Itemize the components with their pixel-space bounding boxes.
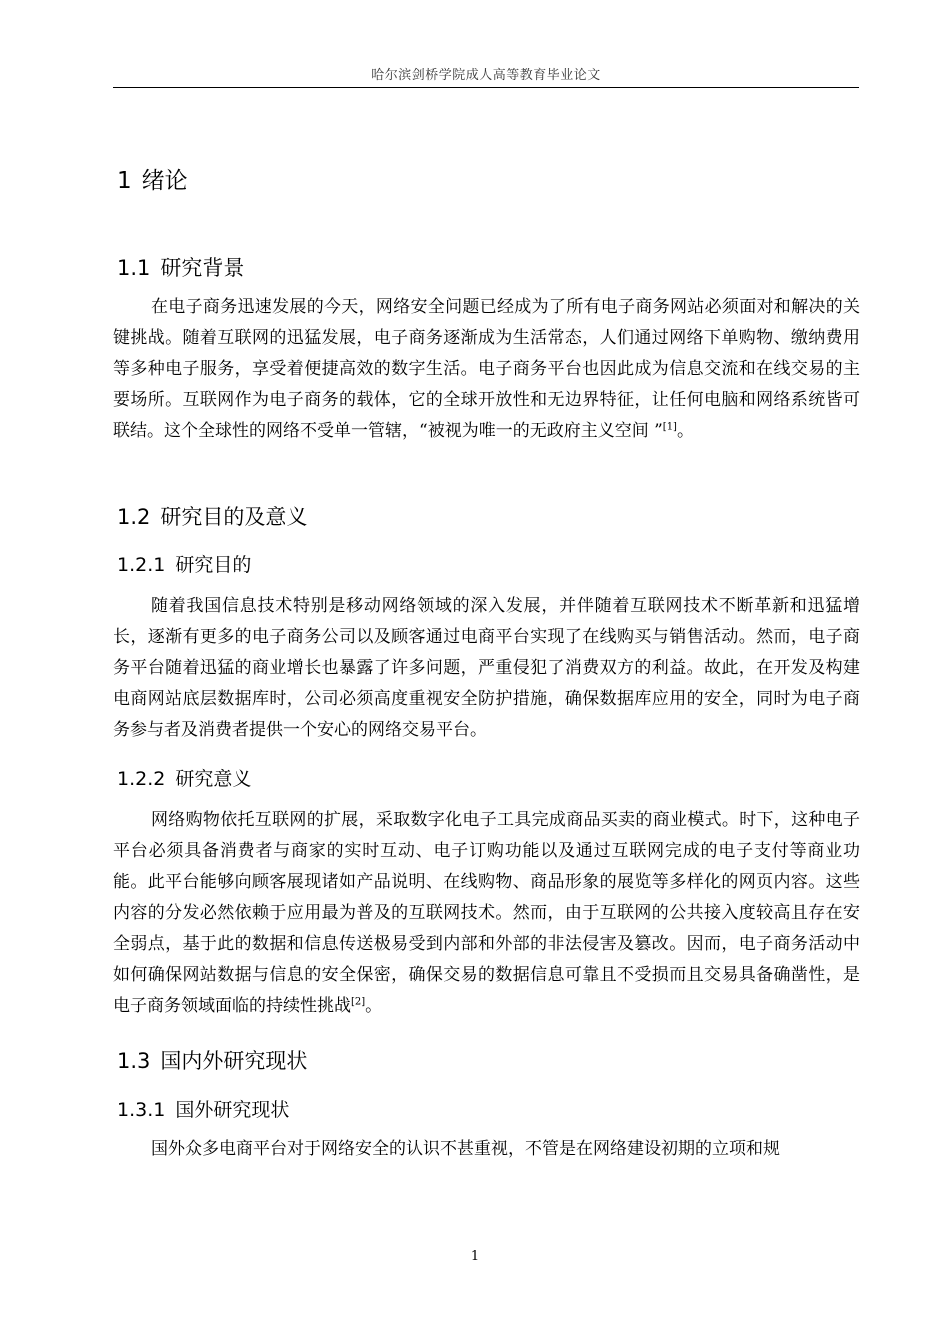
citation-2: [2] (351, 996, 366, 1008)
section-1-2-heading (117, 501, 307, 531)
section-1-2-1-heading (117, 550, 251, 577)
paragraph-text: 在电子商务迅速发展的今天，网络安全问题已经成为了所有电子商务网站必须面对和解决的关键挑战。随着互联网的迅猛发展，电子商务逐渐成为生活常态，人们通过网络下单购物、缴纳费用等多种电子服务，享受着便捷高效的数字生活。电子商务平台也因此成为信息交流和在线交易的主要场所。互联网作为电子商务的载体，它的全球开放性和无边界特征，让任何电脑和网络系统皆可联结。这个全球性的网络不受单一管辖，“被视为唯一的无政府主义空间 ” (113, 297, 860, 441)
paragraph-foreign-research (113, 1134, 860, 1165)
paragraph-end: 。 (365, 996, 383, 1016)
paragraph-text: 国外众多电商平台对于网络安全的认识不甚重视，不管是在网络建设初期的立项和规 (151, 1139, 780, 1159)
section-title: 研究目的 (175, 554, 252, 576)
paragraph-end: 。 (676, 421, 694, 441)
section-number: 1.2 (117, 505, 151, 529)
section-title: 国外研究现状 (175, 1099, 290, 1121)
section-number: 1.3.1 (117, 1099, 166, 1121)
section-number: 1.2.2 (117, 768, 166, 790)
citation-1: [1] (662, 421, 677, 433)
section-1-3-heading (117, 1045, 307, 1075)
section-1-1-heading (117, 252, 244, 282)
section-title: 研究目的及意义 (160, 505, 308, 529)
paragraph-research-background (113, 292, 860, 447)
section-number: 1.1 (117, 256, 151, 280)
page-number: 1 (470, 1249, 480, 1264)
section-title: 研究意义 (175, 768, 252, 790)
section-number: 1.2.1 (117, 554, 166, 576)
header-divider (113, 87, 859, 88)
section-1-2-2-heading (117, 764, 251, 791)
paragraph-text: 网络购物依托互联网的扩展，采取数字化电子工具完成商品买卖的商业模式。时下，这种电子平台必须具备消费者与商家的实时互动、电子订购功能以及通过互联网完成的电子支付等商业功能。此平台能够向顾客展现诸如产品说明、在线购物、商品形象的展览等多样化的网页内容。这些内容的分发必然依赖于应用最为普及的互联网技术。然而，由于互联网的公共接入度较高且存在安全弱点，基于此的数据和信息传送极易受到内部和外部的非法侵害及篡改。因而，电子商务活动中如何确保网站数据与信息的安全保密，确保交易的数据信息可靠且不受损而且交易具备确凿性，是电子商务领域面临的持续性挑战 (113, 810, 860, 1016)
section-title: 国内外研究现状 (160, 1049, 308, 1073)
chapter-number: 1 (117, 168, 132, 194)
chapter-title: 绪论 (141, 168, 188, 194)
page-header: 哈尔滨剑桥学院成人高等教育毕业论文 (371, 68, 601, 83)
section-1-3-1-heading (117, 1095, 289, 1122)
section-title: 研究背景 (160, 256, 245, 280)
chapter-heading (117, 162, 188, 195)
paragraph-research-purpose (113, 591, 860, 746)
section-number: 1.3 (117, 1049, 151, 1073)
paragraph-research-significance (113, 805, 860, 1022)
paragraph-text: 随着我国信息技术特别是移动网络领域的深入发展，并伴随着互联网技术不断革新和迅猛增长，逐渐有更多的电子商务公司以及顾客通过电商平台实现了在线购买与销售活动。然而，电子商务平台随着迅猛的商业增长也暴露了许多问题，严重侵犯了消费双方的利益。故此，在开发及构建电商网站底层数据库时，公司必须高度重视安全防护措施，确保数据库应用的安全，同时为电子商务参与者及消费者提供一个安心的网络交易平台。 (113, 596, 860, 740)
